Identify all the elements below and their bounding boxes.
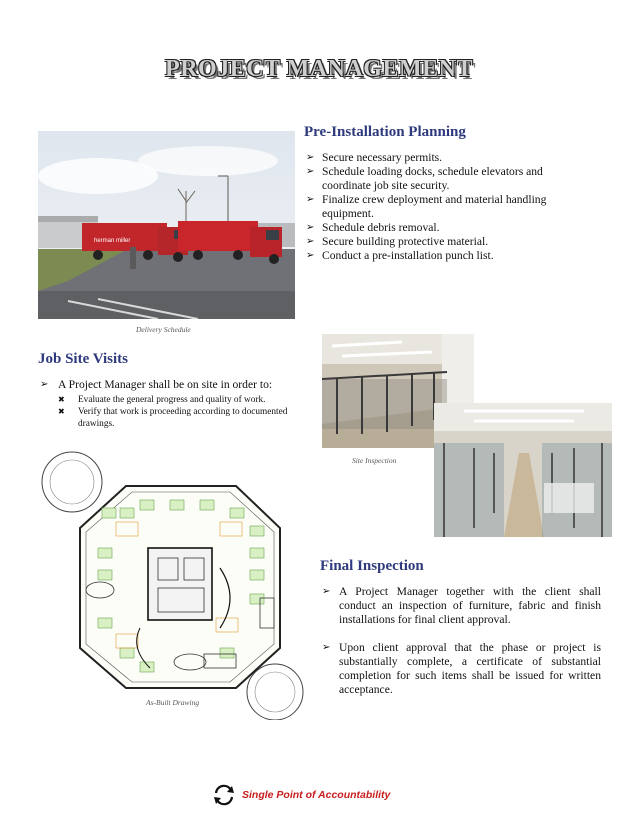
page-title: PROJECT MANAGEMENT (165, 56, 473, 82)
job-site-lead (40, 378, 320, 392)
x-bullet-icon: ✖ (58, 407, 65, 416)
arrow-bullet-icon: ➢ (322, 586, 331, 597)
x-bullet-icon: ✖ (58, 395, 65, 404)
pre-install-heading: Pre-Installation Planning (304, 124, 466, 140)
list-item: ➢ Secure building protective material. (306, 235, 489, 248)
arrow-bullet-icon: ➢ (306, 194, 315, 205)
list-item: ➢ Secure necessary permits. (306, 151, 443, 164)
arrow-bullet-icon: ➢ (322, 642, 331, 653)
arrow-bullet-icon: ➢ (306, 250, 315, 261)
cycle-arrows-icon (212, 783, 236, 807)
arrow-bullet-icon: ➢ (40, 379, 49, 390)
truck-logo: herman miller (94, 238, 131, 244)
delivery-caption: Delivery Schedule (136, 325, 191, 334)
list-item: ➢ Schedule debris removal. (306, 221, 440, 234)
list-item: ➢ Upon client approval that the phase or project is substantially complete, a certificate of substantial completion for such items shall be issued for written acceptance. (322, 641, 601, 696)
list-item: ➢ Finalize crew deployment and material handling equipment. (306, 193, 547, 220)
delivery-photo (38, 131, 295, 319)
pre-install-list (306, 151, 562, 263)
job-site-lead-text: A Project Manager shall be on site in order to: (58, 378, 273, 391)
job-site-sublist (58, 394, 314, 430)
list-item: ✖ Evaluate the general progress and quality of work. (58, 395, 266, 405)
site-photo-2 (434, 403, 612, 537)
as-built-caption: As-Built Drawing (146, 698, 200, 707)
site-inspection-caption: Site Inspection (352, 456, 397, 465)
job-site-heading: Job Site Visits (38, 351, 129, 367)
arrow-bullet-icon: ➢ (306, 152, 315, 163)
arrow-bullet-icon: ➢ (306, 236, 315, 247)
list-item: ➢ A Project Manager together with the client shall conduct an inspection of furniture, fabric and finish installations for final client approval. (322, 585, 601, 626)
as-built-drawing (40, 448, 324, 720)
final-inspection-list (322, 585, 601, 697)
final-inspection-heading: Final Inspection (320, 558, 424, 574)
footer (212, 783, 390, 807)
arrow-bullet-icon: ➢ (306, 166, 315, 177)
list-item: ➢ Conduct a pre-installation punch list. (306, 249, 494, 262)
list-item: ➢ Schedule loading docks, schedule elevators and coordinate job site security. (306, 165, 543, 192)
list-item: ✖ Verify that work is proceeding according to documented drawings. (58, 407, 288, 429)
arrow-bullet-icon: ➢ (306, 222, 315, 233)
footer-text: Single Point of Accountability (242, 789, 391, 801)
